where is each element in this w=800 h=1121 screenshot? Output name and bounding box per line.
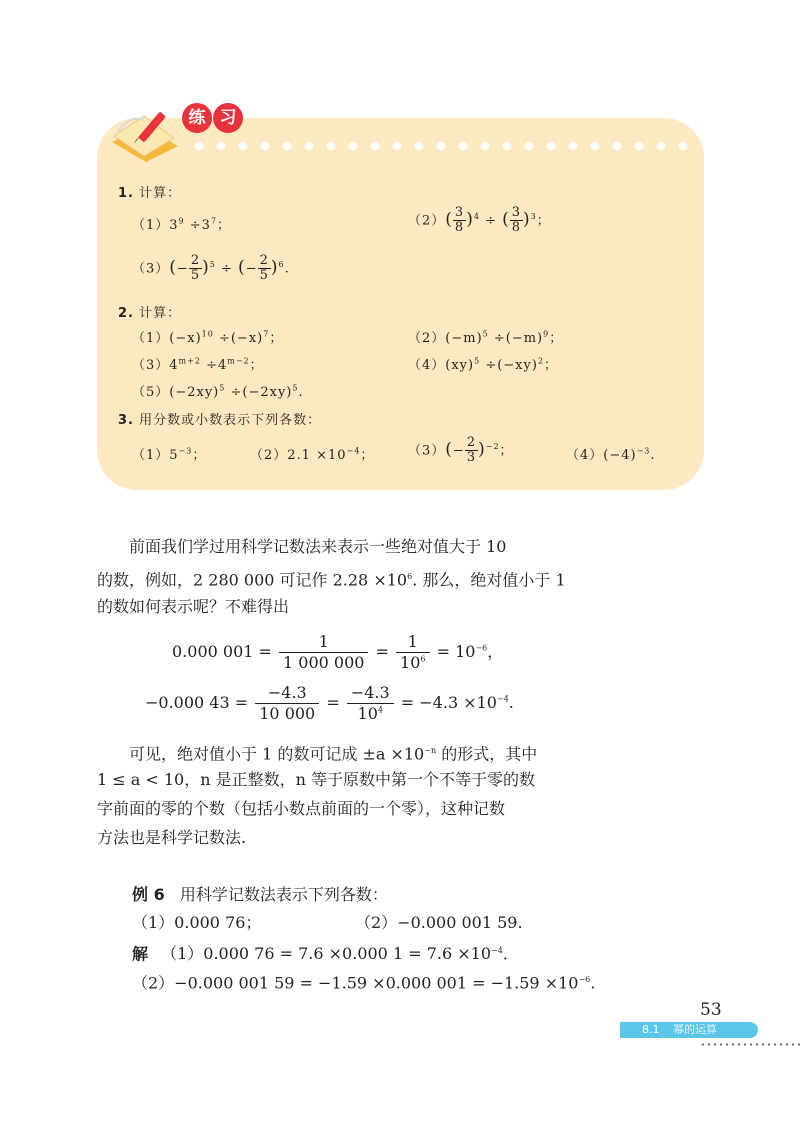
question-number: 1. (118, 186, 134, 201)
text: （1）0.000 76 = 7.6 ×0.000 1 = 7.6 ×10 (161, 944, 492, 964)
expr-text: ； (269, 331, 284, 346)
exponent: −6 (578, 975, 591, 984)
expr-text: ÷(−x) (213, 331, 264, 346)
expr-text: （3）4 (132, 358, 179, 373)
question-2-heading (118, 302, 181, 321)
fraction: $\frac{1}{1 000 000}$ (279, 632, 368, 673)
fraction: $\frac{1}{10^6}$ (396, 632, 429, 673)
fraction: $\frac{2}{3}$ (466, 435, 477, 466)
exponent: m+2 (178, 356, 201, 366)
section-title: 幂的运算 (673, 1023, 717, 1036)
expr-text: （2）2.1 ×10 (250, 448, 347, 463)
text: . 那么，绝对值小于 1 (412, 570, 566, 590)
eq-text: = −4.3 ×10 (400, 693, 497, 712)
expr-text: ； (360, 448, 375, 463)
text: 的数，例如，2 280 000 可记作 2.28 ×10 (97, 570, 408, 590)
solution-line-1 (132, 938, 508, 967)
paragraph-line: 字前面的零的个数（包括小数点前面的一个零），这种记数 (97, 799, 506, 818)
q3-part-3: （3）(− $\frac{2}{3}$ )$^{-2}$； (408, 435, 514, 466)
eq-text: = 10 (436, 642, 476, 661)
expr-text: ； (192, 448, 207, 463)
exponent: 5 (219, 383, 226, 393)
q1-part-3: （3）(− $\frac{2}{5}$ )$^5$ ÷ (− $\frac{2}{5}$ )$^6$. (132, 253, 290, 284)
exponent: m−2 (227, 356, 250, 366)
exponent: −2 (485, 441, 500, 451)
exponent: 4 (473, 211, 480, 221)
text: （2）−0.000 001 59 = −1.59 ×0.000 001 = −1.59 ×10 (132, 973, 579, 993)
expr-text: ÷ (215, 261, 239, 277)
expr-text: . (650, 448, 656, 463)
expr-text: （5）(−2xy) (132, 385, 220, 400)
expr-text: （1）3 (132, 218, 179, 233)
exponent: 3 (530, 211, 537, 221)
exponent: −3 (178, 446, 193, 456)
eq-text: = (375, 642, 389, 661)
expr-text: ； (249, 358, 264, 373)
example-text: 用科学记数法表示下列各数： (179, 885, 388, 904)
expr-text: ÷(−2xy) (225, 385, 293, 400)
question-label: 用分数或小数表示下列各数： (139, 413, 322, 428)
exponent: 7 (263, 329, 270, 339)
fraction: $\frac{3}{8}$ (511, 205, 522, 236)
expr-text: （1）5 (132, 448, 179, 463)
question-number: 3. (118, 413, 134, 428)
expr-text: （2） (408, 213, 446, 229)
exponent: 6 (407, 572, 413, 581)
footer-dotted-line (700, 1043, 800, 1046)
expr-text: . (284, 261, 290, 277)
page-number: 53 (700, 1000, 722, 1020)
exponent: 10 (201, 329, 214, 339)
exponent: −4 (496, 694, 509, 704)
expr-text: ÷(−m) (488, 331, 544, 346)
q3-part-1 (132, 444, 206, 463)
example-item-1: （1）0.000 76； (132, 913, 262, 932)
example-label: 例 6 (132, 885, 165, 904)
q3-part-4 (566, 444, 656, 463)
q3-part-2 (250, 444, 374, 463)
exponent: 5 (209, 259, 216, 269)
q2-part-5 (132, 381, 304, 400)
exponent: −n (424, 746, 437, 755)
expr-text: ； (549, 331, 564, 346)
paragraph-line: 前面我们学过用科学记数法来表示一些绝对值大于 10 (129, 537, 507, 556)
q2-part-1 (132, 327, 283, 346)
question-number: 2. (118, 306, 134, 321)
dotted-divider (188, 139, 698, 153)
text: . (502, 944, 508, 964)
eq-text: ， (487, 642, 504, 661)
expr-text: ； (217, 218, 232, 233)
text: 的形式，其中 (436, 744, 538, 764)
expr-text: （3） (408, 443, 446, 459)
solution-line-2 (132, 967, 595, 996)
exponent: 5 (474, 356, 481, 366)
q2-part-3 (132, 354, 264, 373)
fraction: $\frac{2}{5}$ (259, 253, 269, 284)
exponent: 6 (278, 259, 285, 269)
expr-text: （3） (132, 261, 170, 277)
q2-part-4 (408, 354, 558, 373)
expr-text: （4）(xy) (408, 358, 475, 373)
text: . (590, 973, 596, 993)
expr-text: （1）(−x) (132, 331, 202, 346)
expr-text: （2）(−m) (408, 331, 483, 346)
eq-text: . (508, 693, 514, 712)
section-number: 8.1 (642, 1023, 660, 1036)
example-heading (132, 882, 388, 908)
exponent: 5 (482, 329, 489, 339)
fraction: $\frac{-4.3}{10^4}$ (347, 683, 394, 724)
expr-text: . (298, 385, 304, 400)
fraction: $\frac{2}{5}$ (190, 253, 201, 284)
exponent: −3 (636, 446, 651, 456)
q1-part-1 (132, 214, 231, 233)
chapter-tab (620, 1022, 758, 1038)
solution-label: 解 (132, 944, 149, 964)
equation-1 (172, 632, 503, 673)
practice-title-char: 习 (213, 103, 243, 133)
practice-box (97, 118, 704, 490)
paragraph-line (97, 564, 566, 593)
expr-text: （4）(−4) (566, 448, 637, 463)
practice-title-char: 练 (182, 103, 212, 133)
exponent: −4 (491, 946, 503, 955)
question-label: 计算： (139, 306, 182, 321)
paragraph-line: 方法也是科学记数法. (97, 828, 247, 847)
exponent: 5 (292, 383, 299, 393)
expr-text: ÷4 (200, 358, 228, 373)
question-label: 计算： (139, 186, 182, 201)
paragraph-line: 1 ≤ a < 10，n 是正整数，n 等于原数中第一个不等于零的数 (97, 770, 536, 789)
expr-text: ； (544, 358, 559, 373)
paragraph-line (97, 738, 537, 767)
fraction: $\frac{3}{8}$ (454, 205, 465, 236)
fraction: $\frac{-4.3}{10 000}$ (255, 683, 319, 724)
exponent: 9 (543, 329, 550, 339)
notebook-pencil-icon (104, 96, 184, 164)
q2-part-2 (408, 327, 563, 346)
expr-text: ÷ (479, 213, 503, 229)
q1-part-2: （2）( $\frac{3}{8}$ )$^4$ ÷ ( $\frac{3}{8}$ )$^3$； (408, 205, 551, 236)
paragraph-line: 的数如何表示呢？不难得出 (97, 597, 290, 616)
expr-text: ÷3 (184, 218, 211, 233)
eq-text: = (326, 693, 340, 712)
example-item-2: （2）−0.000 001 59. (355, 913, 523, 932)
question-1-heading (118, 182, 181, 201)
eq-text: −0.000 43 = (145, 693, 249, 712)
expr-text: ； (536, 213, 551, 229)
exponent: 9 (178, 216, 185, 226)
equation-2 (145, 683, 514, 724)
expr-text: ； (499, 443, 514, 459)
eq-text: 0.000 001 = (172, 642, 272, 661)
question-3-heading (118, 409, 321, 428)
exponent: 2 (537, 356, 545, 366)
text: 可见，绝对值小于 1 的数可记成 ±a ×10 (129, 744, 425, 764)
expr-text: ÷(−xy) (480, 358, 538, 373)
exponent: −6 (475, 643, 488, 653)
exponent: −4 (346, 446, 361, 456)
exponent: 7 (210, 216, 218, 226)
